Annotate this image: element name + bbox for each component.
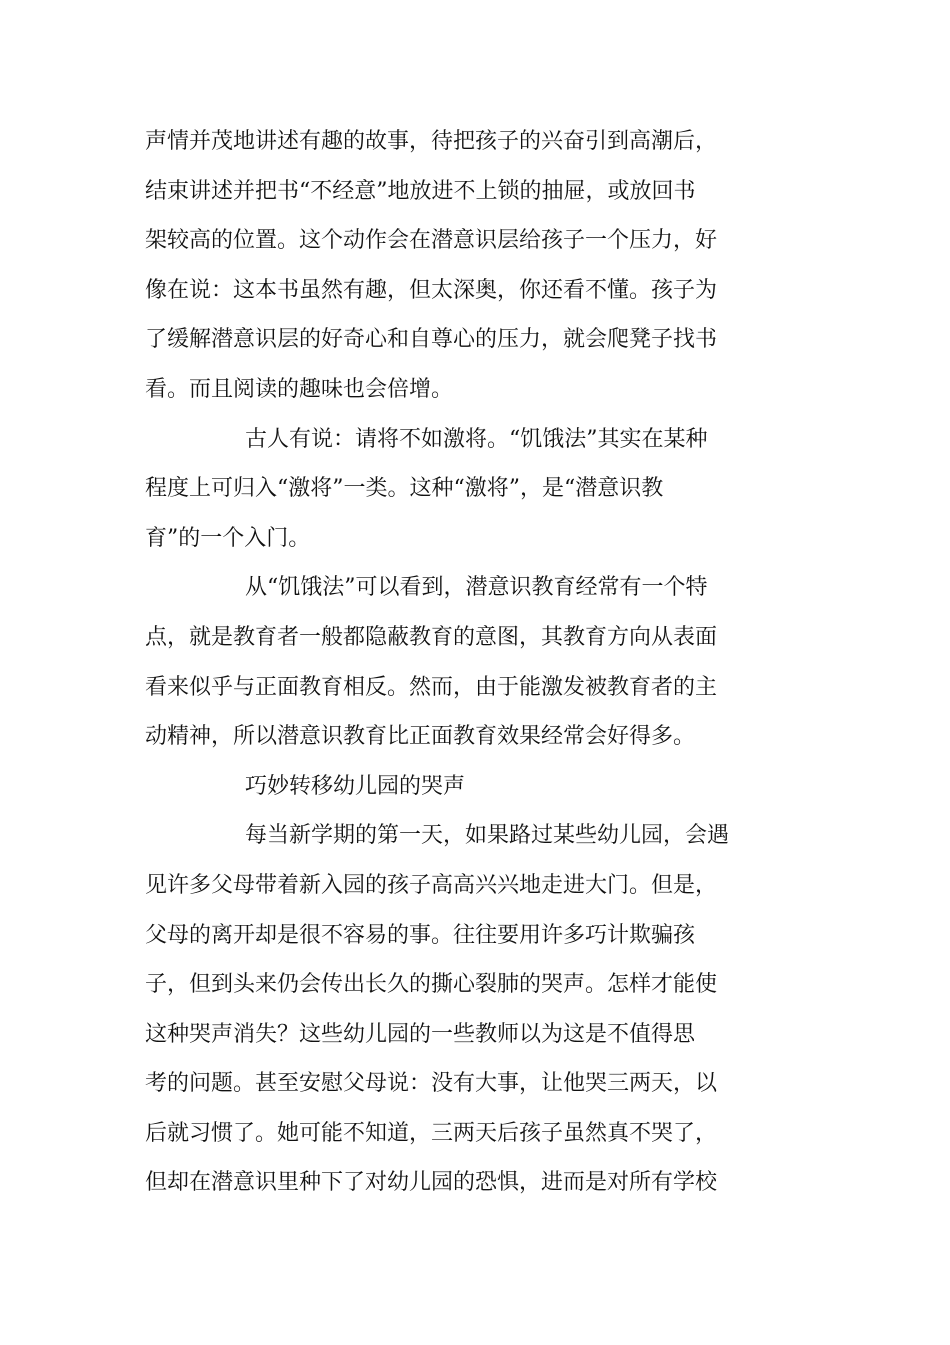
text-line: 这种哭声消失？这些幼儿园的一些教师以为这是不值得思 [145,1021,696,1047]
body-text [145,117,755,1208]
text-line: 架较高的位置。这个动作会在潜意识层给孩子一个压力，好 [145,228,718,254]
section-heading: 巧妙转移幼儿园的哭声 [245,773,466,799]
paragraph-start-line: 从“饥饿法”可以看到，潜意识教育经常有一个特 [245,575,708,601]
text-line: 看来似乎与正面教育相反。然而，由于能激发被教育者的主 [145,674,718,700]
text-line: 声情并茂地讲述有趣的故事，待把孩子的兴奋引到高潮后， [145,129,718,154]
text-line: 像在说：这本书虽然有趣，但太深奥，你还看不懂。孩子为 [145,277,718,303]
text-line: 但却在潜意识里种下了对幼儿园的恐惧，进而是对所有学校 [145,1170,718,1196]
text-line: 父母的离开却是很不容易的事。往往要用许多巧计欺骗孩 [145,922,696,948]
text-line: 动精神，所以潜意识教育比正面教育效果经常会好得多。 [145,724,696,750]
text-line: 了缓解潜意识层的好奇心和自尊心的压力，就会爬凳子找书 [145,327,718,353]
paragraph-start-line: 每当新学期的第一天，如果路过某些幼儿园，会遇 [245,823,730,849]
text-line: 育”的一个入门。 [145,525,311,551]
text-line: 后就习惯了。她可能不知道，三两天后孩子虽然真不哭了， [145,1120,718,1146]
text-line: 程度上可归入“激将”一类。这种“激将”，是“潜意识教 [145,476,664,502]
text-line: 子，但到头来仍会传出长久的撕心裂肺的哭声。怎样才能使 [145,972,718,998]
text-line: 点，就是教育者一般都隐蔽教育的意图，其教育方向从表面 [145,624,718,650]
text-line: 结束讲述并把书“不经意”地放进不上锁的抽屉，或放回书 [145,178,696,204]
text-line: 看。而且阅读的趣味也会倍增。 [145,376,454,402]
paragraph-start-line: 古人有说：请将不如激将。“饥饿法”其实在某种 [245,426,708,452]
text-line: 见许多父母带着新入园的孩子高高兴兴地走进大门。但是， [145,872,718,898]
text-line: 考的问题。甚至安慰父母说：没有大事，让他哭三两天，以 [145,1071,718,1097]
